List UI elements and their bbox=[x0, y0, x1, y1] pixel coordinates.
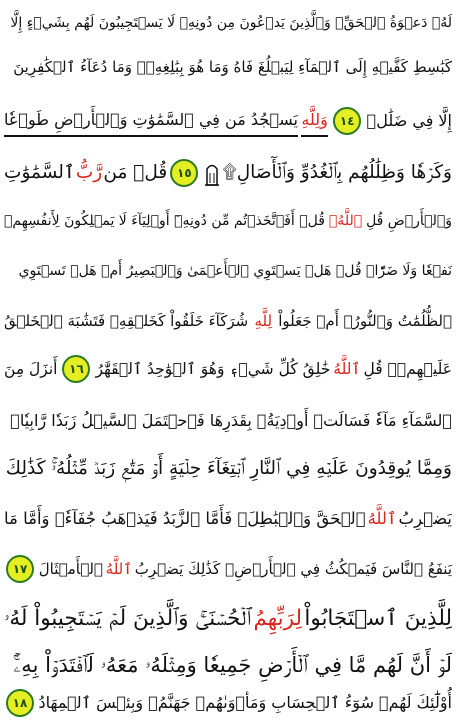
verse-text: يَضۡرِبُ bbox=[398, 509, 452, 528]
verse-line-11 bbox=[4, 496, 452, 542]
verse-text: نَفۡعٗا وَلَا ضَرّٗاۚ قُلۡ هَلۡ يَسۡتَوِي ٱلۡأَعۡمَىٰ وَٱلۡبَصِيرُ أَمۡ هَلۡ تَسۡتَوِي bbox=[18, 263, 452, 279]
verse-text: وَمِمَّا يُوقِدُونَ عَلَيۡهِ فِي ٱلنَّارِ ٱبۡتِغَآءَ حِلۡيَةٍ أَوۡ مَتَٰعٖ زَبَدٞ مِّثۡلُهُۥۚ كَذَٰلِكَ bbox=[5, 458, 452, 479]
divine-name: لِلَّهِ bbox=[254, 312, 273, 330]
verse-line-15 bbox=[4, 680, 452, 726]
verse-line-9 bbox=[4, 398, 452, 444]
verse-text: يَنفَعُ ٱلنَّاسَ فَيَمۡكُثُ فِي ٱلۡأَرۡضِۚ كَذَٰلِكَ يَضۡرِبُ bbox=[134, 560, 452, 578]
sajdah-verse-text: يَسۡجُدُ مَن فِي ٱلسَّمَٰوَٰتِ وَٱلۡأَرۡضِ طَوۡعٗا bbox=[4, 105, 298, 137]
divine-name: وَلِلَّهِ bbox=[301, 105, 327, 137]
verse-text: خَٰلِقُ كُلِّ شَيۡءٖ وَهُوَ ٱلۡوَٰحِدُ ٱلۡقَهَّٰرُ bbox=[95, 360, 331, 378]
ayah-number-marker: ١٧ bbox=[6, 555, 34, 583]
ayah-number-marker: ١٥ bbox=[170, 159, 198, 187]
verse-text: قُلۡ مَن bbox=[103, 162, 168, 183]
verse-text: ٱلسَّمَٰوَٰتِ bbox=[4, 162, 75, 183]
verse-line-3 bbox=[4, 98, 452, 144]
verse-line-12 bbox=[4, 546, 452, 592]
verse-line-10 bbox=[4, 446, 452, 492]
verse-text: أَنزَلَ مِنَ bbox=[4, 360, 58, 378]
verse-text: ٱلۡحُسۡنَىٰۚ وَٱلَّذِينَ لَمۡ يَسۡتَجِيبُواْ لَهُۥ bbox=[4, 606, 252, 631]
verse-line-8 bbox=[4, 346, 452, 392]
divine-name: ٱللَّهُۚ bbox=[328, 213, 363, 229]
verse-text: وَكَرۡهٗا وَظِلَٰلُهُم بِٱلۡغُدُوِّ وَٱلۡأٓصَالِ۩ bbox=[222, 162, 452, 183]
divine-name: لِرَبِّهِمُ bbox=[253, 606, 303, 631]
verse-text: عَلَيۡهِمۡۚ قُلِ bbox=[363, 360, 452, 378]
verse-text: ٱلسَّمَآءِ مَآءٗ فَسَالَتۡ أَوۡدِيَةُۢ بِقَدَرِهَا فَٱحۡتَمَلَ ٱلسَّيۡلُ زَبَدٗا رَّابِيٗاۖ bbox=[10, 411, 452, 430]
verse-text: ٱلظُّلُمَٰتُ وَٱلنُّورُۗ أَمۡ جَعَلُواْ bbox=[278, 312, 452, 330]
verse-text: ٱلۡأَمۡثَالَ bbox=[38, 560, 103, 578]
ayah-number-marker: ١٤ bbox=[333, 107, 361, 135]
verse-text: وَٱلۡأَرۡضِ قُلِ bbox=[366, 213, 452, 229]
divine-name: ٱللَّهُ bbox=[367, 509, 397, 528]
verse-text: شُرَكَآءَ خَلَقُواْ كَخَلۡقِهِۦ فَتَشَٰبَهَ ٱلۡخَلۡقُ bbox=[4, 312, 249, 330]
divine-name: ٱللَّهُ bbox=[105, 560, 133, 578]
verse-line-7 bbox=[4, 298, 452, 344]
verse-text: إِلَّا فِي ضَلَٰلٖ bbox=[366, 111, 452, 130]
sajdah-mark-icon bbox=[204, 160, 220, 186]
verse-line-2 bbox=[4, 44, 452, 90]
verse-text: لَوۡ أَنَّ لَهُم مَّا فِي ٱلۡأَرۡضِ جَمِيعٗا وَمِثۡلَهُۥ مَعَهُۥ لَٱفۡتَدَوۡاْ بِهِۦٓۚ bbox=[13, 653, 452, 677]
verse-line-1 bbox=[4, 0, 452, 46]
verse-line-5 bbox=[4, 198, 452, 244]
verse-text: قُلۡ أَفَٱتَّخَذۡتُم مِّن دُونِهِۦٓ أَوۡلِيَآءَ لَا يَمۡلِكُونَ لِأَنفُسِهِمۡ bbox=[4, 213, 325, 229]
verse-text: ٱلۡحَقَّ وَٱلۡبَٰطِلَۚ فَأَمَّا ٱلزَّبَدُ فَيَذۡهَبُ جُفَآءٗۖ وَأَمَّا مَا bbox=[4, 509, 366, 528]
verse-text: لَهُۥ دَعۡوَةُ ٱلۡحَقِّۚ وَٱلَّذِينَ يَدۡعُونَ مِن دُونِهِۦ لَا يَسۡتَجِيبُونَ لَهُم بِشَيۡءٍ إِلَّا bbox=[10, 15, 452, 31]
ayah-number-marker: ١٨ bbox=[6, 689, 34, 717]
ayah-number-marker: ١٦ bbox=[62, 355, 90, 383]
verse-line-6 bbox=[4, 248, 452, 294]
verse-text: لِلَّذِينَ ٱسۡتَجَابُواْ bbox=[304, 606, 452, 631]
verse-line-13 bbox=[4, 596, 452, 642]
verse-text: أُوْلَٰٓئِكَ لَهُمۡ سُوٓءُ ٱلۡحِسَابِ وَمَأۡوَىٰهُمۡ جَهَنَّمُۖ وَبِئۡسَ ٱلۡمِهَادُ bbox=[38, 693, 452, 712]
divine-name: ٱللَّهُ bbox=[333, 360, 361, 378]
verse-line-4 bbox=[4, 150, 452, 196]
verse-text: كَبَٰسِطِ كَفَّيۡهِ إِلَى ٱلۡمَآءِ لِيَبۡلُغَ فَاهُ وَمَا هُوَ بِبَٰلِغِهِۦۚ وَمَا دُعَآءُ ٱلۡكَٰفِرِينَ bbox=[13, 58, 452, 76]
divine-name: رَّبُّ bbox=[75, 162, 103, 183]
